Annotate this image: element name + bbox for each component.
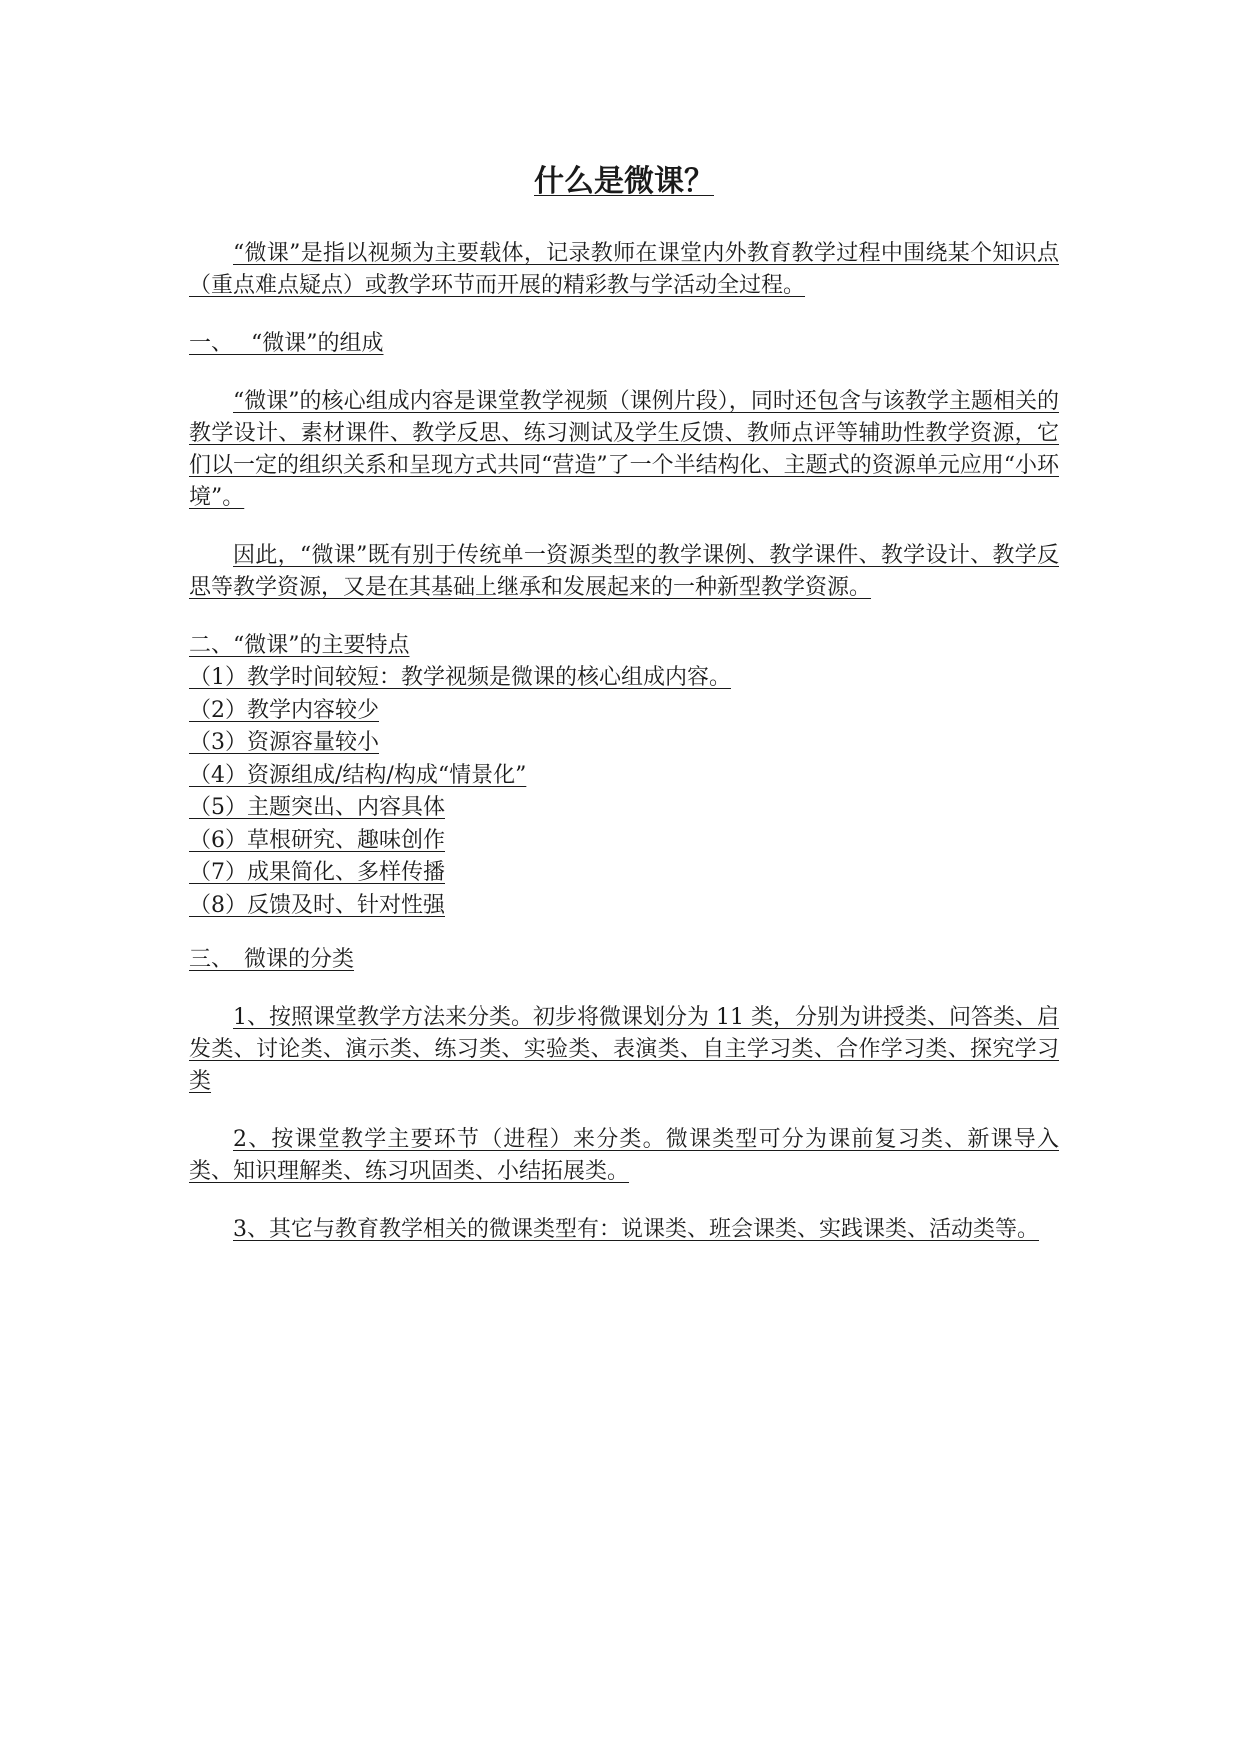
section1-paragraph-2: 因此，“微课”既有别于传统单一资源类型的教学课例、教学课件、教学设计、教学反思等教学资源，又是在其基础上继承和发展起来的一种新型教学资源。 xyxy=(189,543,1059,600)
intro-paragraph xyxy=(189,238,1059,302)
section3-paragraph-1: 1、按照课堂教学方法来分类。初步将微课划分为 11 类，分别为讲授类、问答类、启发类、讨论类、演示类、练习类、实验类、表演类、自主学习类、合作学习类、探究学习类 xyxy=(189,1005,1059,1094)
section1-paragraph-1: “微课”的核心组成内容是课堂教学视频（课例片段），同时还包含与该教学主题相关的教学设计、素材课件、教学反思、练习测试及学生反馈、教师点评等辅助性教学资源，它们以一定的组织关系和呈现方式共同“营造”了一个半结构化、主题式的资源单元应用“小环境”。 xyxy=(189,389,1059,510)
list-item: （8）反馈及时、针对性强 xyxy=(189,892,445,918)
list-item: （3）资源容量较小 xyxy=(189,730,379,755)
section3-paragraph-2: 2、按课堂教学主要环节（进程）来分类。微课类型可分为课前复习类、新课导入类、知识理解类、练习巩固类、小结拓展类。 xyxy=(189,1127,1059,1184)
feature-list xyxy=(189,662,1059,922)
intro-text: “微课”是指以视频为主要载体，记录教师在课堂内外教育教学过程中围绕某个知识点（重点难点疑点）或教学环节而开展的精彩教与学活动全过程。 xyxy=(189,241,1059,298)
section3-paragraph-3: 3、其它与教育教学相关的微课类型有：说课类、班会课类、实践课类、活动类等。 xyxy=(233,1217,1039,1242)
document-page xyxy=(189,160,1059,1246)
document-title-text: 什么是微课？ xyxy=(534,164,714,199)
list-item: （7）成果简化、多样传播 xyxy=(189,860,445,885)
list-item: （2）教学内容较少 xyxy=(189,697,379,723)
list-item: （6）草根研究、趣味创作 xyxy=(189,827,445,853)
document-title xyxy=(189,160,1059,204)
section3-heading: 三、 微课的分类 xyxy=(189,947,355,972)
list-item: （4）资源组成/结构/构成“情景化” xyxy=(189,762,527,788)
section1-heading: 一、 “微课”的组成 xyxy=(189,331,384,356)
list-item: （1）教学时间较短：教学视频是微课的核心组成内容。 xyxy=(189,665,731,690)
list-item: （5）主题突出、内容具体 xyxy=(189,795,445,820)
section2-heading: 二、“微课”的主要特点 xyxy=(189,633,410,658)
